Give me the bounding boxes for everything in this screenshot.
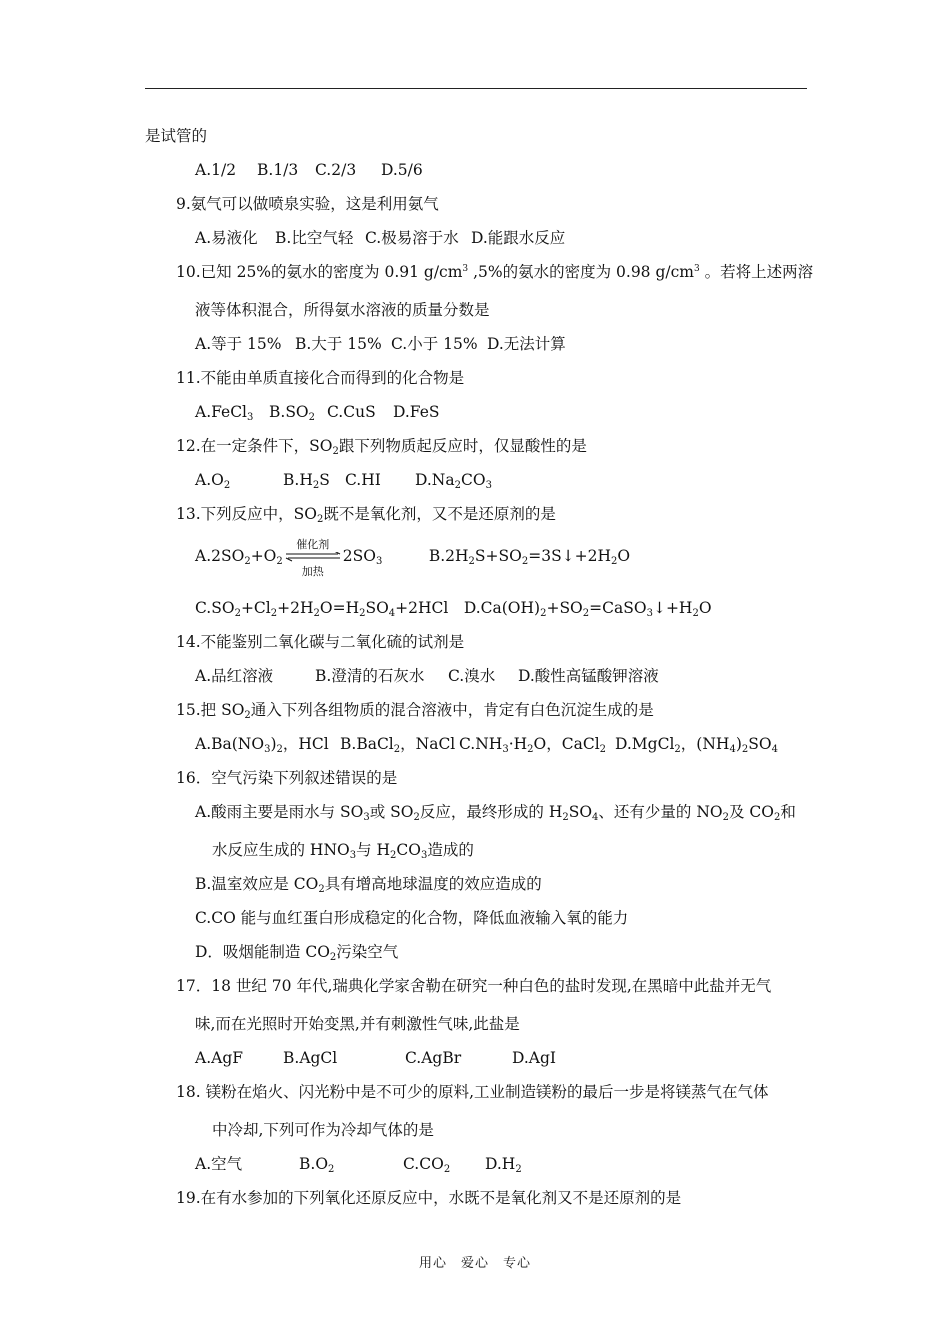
q9-option-a: A.易液化 [195,229,258,247]
q8-option-c: C.2/3 [315,161,357,179]
q9-option-d: D.能跟水反应 [471,229,566,247]
q12-option-a: $A.O_2$ [195,471,231,491]
q11-options [195,402,440,422]
q9-option-c: C.极易溶于水 [365,229,459,247]
equilibrium-arrow-icon [284,552,342,562]
q14-stem: 14.不能鉴别二氧化碳与二氧化硫的试剂是 [176,633,465,651]
q14-options [195,666,659,686]
q15-option-d: D.MgCl$_2$，$(NH_4)_2SO_4$ [615,735,778,755]
q18-stem: 18. 镁粉在焰火、闪光粉中是不可少的原料,工业制造镁粉的最后一步是将镁蒸气在气体 [176,1083,769,1101]
q17-option-b: B.AgCl [283,1049,338,1067]
q15-option-c: $C.NH_3\cdot H_2O$，CaCl$_2$ [459,735,607,755]
q16-option-d: D．吸烟能制造 $CO_2$污染空气 [195,943,399,963]
q10-option-c: C.小于 15% [391,335,478,353]
q16-stem: 16．空气污染下列叙述错误的是 [176,769,398,787]
q12-options [195,470,492,490]
q11-option-d: D.FeS [393,403,440,421]
q10-option-b: B.大于 15% [295,335,382,353]
q9-options [195,228,565,248]
q8-option-a: A.1/2 [195,161,237,179]
q17-option-a: A.AgF [195,1049,243,1067]
q12-option-c: C.HI [345,471,381,489]
q16-option-a: A.酸雨主要是雨水与 $SO_3$或 $SO_2$反应，最终形成的 $H_2SO_4$、还有少量的 $NO_2$及 $CO_2$和 [195,803,796,823]
q18-option-d: $D.H_2$ [485,1155,522,1175]
q8-option-d: D.5/6 [381,161,423,179]
q12-stem: 12.在一定条件下，$SO_2$跟下列物质起反应时，仅显酸性的是 [176,437,587,457]
q18-stem-cont: 中冷却,下列可作为冷却气体的是 [212,1121,434,1139]
header-rule [145,88,807,89]
q8-options [195,160,423,180]
q15-option-b: B.BaCl$_2$，NaCl [340,735,456,755]
q10-option-a: A.等于 15% [195,335,282,353]
q13-option-ab: $A.2SO_2+O_2$ 催化剂 加热 $2SO_3$ $B.2H_2S+SO_2=3S↓+2H_2O$ [195,538,631,578]
catalyst-label: 催化剂 [296,538,330,551]
q17-stem-cont: 味,而在光照时开始变黑,并有刺激性气味,此盐是 [195,1015,520,1033]
q14-option-b: B.澄清的石灰水 [315,667,425,685]
q18-options [195,1154,522,1174]
q9-option-b: B.比空气轻 [275,229,354,247]
q14-option-d: D.酸性高锰酸钾溶液 [518,667,659,685]
q8-option-b: B.1/3 [257,161,299,179]
q19-stem: 19.在有水参加的下列氧化还原反应中，水既不是氧化剂又不是还原剂的是 [176,1189,682,1207]
q17-option-c: C.AgBr [405,1049,462,1067]
q11-option-b: $B.SO_2$ [269,403,316,423]
q16-option-c: C.CO 能与血红蛋白形成稳定的化合物，降低血液输入氧的能力 [195,909,629,927]
q10-stem-cont: 液等体积混合，所得氨水溶液的质量分数是 [195,301,490,319]
q10-option-d: D.无法计算 [487,335,566,353]
q17-options [195,1048,556,1068]
q8-continuation: 是试管的 [145,127,208,145]
q12-option-d: $D.Na_2CO_3$ [415,471,492,491]
q17-stem: 17．18 世纪 70 年代,瑞典化学家舍勒在研究一种白色的盐时发现,在黑暗中此盐并无气 [176,977,772,995]
q16-option-a-cont: 水反应生成的 $HNO_3$与 $H_2CO_3$造成的 [212,841,474,861]
q10-options [195,334,566,354]
q13-stem: 13.下列反应中，$SO_2$既不是氧化剂，又不是还原剂的是 [176,505,556,525]
q11-stem: 11.不能由单质直接化合而得到的化合物是 [176,369,465,387]
q12-option-b: $B.H_2S$ [283,471,330,491]
q15-options [195,734,778,754]
q14-option-a: A.品红溶液 [195,667,274,685]
q11-option-a: A.FeCl$_3$ [195,403,254,423]
q18-option-b: $B.O_2$ [299,1155,335,1175]
q17-option-d: D.AgI [512,1049,557,1067]
heating-label: 加热 [301,565,324,578]
q9-stem: 9.氨气可以做喷泉实验，这是利用氨气 [176,195,439,213]
q16-option-b: B.温室效应是 $CO_2$具有增高地球温度的效应造成的 [195,875,542,895]
q18-option-a: A.空气 [195,1155,243,1173]
q15-stem: 15.把 $SO_2$通入下列各组物质的混合溶液中，肯定有白色沉淀生成的是 [176,701,654,721]
q13-option-cd: $C.SO_2+Cl_2+2H_2O=H_2SO_4+2HCl$ $D.Ca(OH)_2+SO_2=CaSO_3↓+H_2O$ [195,599,712,619]
q14-option-c: C.溴水 [448,667,496,685]
catalyst-equilibrium-arrow [284,538,342,578]
q18-option-c: $C.CO_2$ [403,1155,451,1175]
page-footer: 用心 爱心 专心 [418,1256,531,1271]
q10-stem: 10.已知 25%的氨水的密度为 0.91 $g/cm^3$ ,5%的氨水的密度为 0.98 $g/cm^3$ 。若将上述两溶 [176,263,814,281]
q15-option-a: $A.Ba(NO_3)_2$，HCl [195,735,329,755]
q11-option-c: C.CuS [327,403,376,421]
